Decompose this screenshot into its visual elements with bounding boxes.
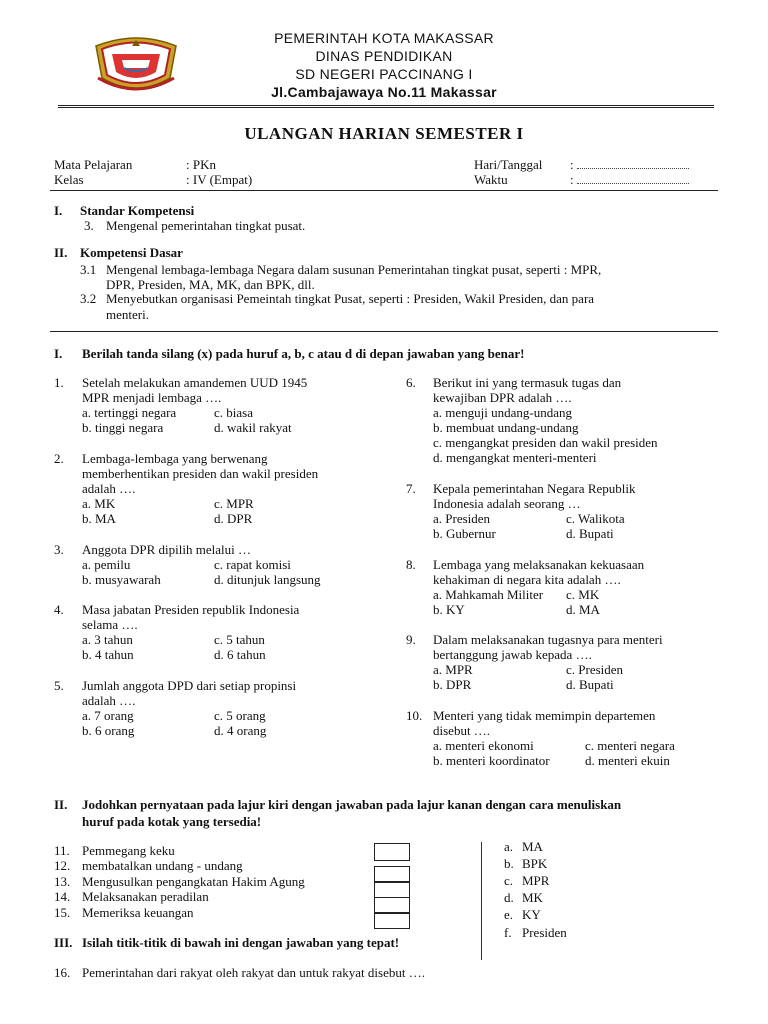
question-4-num: 4.: [54, 602, 64, 617]
question-3-option-d[interactable]: d. ditunjuk langsung: [214, 572, 321, 587]
question-2-text: Lembaga-lembaga yang berwenang: [82, 451, 268, 466]
question-1-text: MPR menjadi lembaga ….: [82, 390, 222, 405]
answer-option-letter: b.: [504, 856, 514, 871]
question-3-num: 3.: [54, 542, 64, 557]
letterhead-divider-1: [58, 105, 714, 106]
question-6-num: 6.: [406, 375, 416, 390]
section2-num: II.: [54, 797, 68, 812]
sk-num: I.: [54, 203, 63, 218]
matching-item-12-text: membatalkan undang - undang: [82, 858, 243, 873]
section1-num: I.: [54, 346, 63, 361]
question-7-text: Kepala pemerintahan Negara Republik: [433, 481, 636, 496]
answer-option-mk: MK: [522, 890, 543, 905]
answer-option-letter: e.: [504, 907, 514, 922]
question-7-option-a[interactable]: a. Presiden: [433, 511, 491, 526]
question-5-num: 5.: [54, 678, 64, 693]
kd-item-2-line-2: menteri.: [106, 307, 149, 322]
kd-item-1-line-1: Mengenal lembaga-lembaga Negara dalam susunan Pemerintahan tingkat pusat, seperti : MPR,: [106, 262, 602, 277]
question-2-text: memberhentikan presiden dan wakil presiden: [82, 466, 319, 481]
question-8-text: kehakiman di negara kita adalah ….: [433, 572, 621, 587]
answer-box-12[interactable]: [374, 866, 410, 882]
waktu-colon: :: [570, 172, 574, 187]
question-8-option-d[interactable]: d. MA: [566, 602, 600, 617]
question-9-text: bertanggung jawab kepada ….: [433, 647, 592, 662]
question-4-text: Masa jabatan Presiden republik Indonesia: [82, 602, 300, 617]
question-6-option-d[interactable]: d. mengangkat menteri-menteri: [433, 450, 597, 465]
question-5-option-d[interactable]: d. 4 orang: [214, 723, 267, 738]
answer-option-ma: MA: [522, 839, 543, 854]
question-7-option-b[interactable]: b. Gubernur: [433, 526, 496, 541]
section3-instruction: Isilah titik-titik di bawah ini dengan jawaban yang tepat!: [82, 935, 400, 950]
question-7-option-c[interactable]: c. Walikota: [566, 511, 625, 526]
question-1-text: Setelah melakukan amandemen UUD 1945: [82, 375, 308, 390]
question-6-option-a[interactable]: a. menguji undang-undang: [433, 405, 572, 420]
question-5-option-c[interactable]: c. 5 orang: [214, 708, 266, 723]
question-10-option-b[interactable]: b. menteri koordinator: [433, 753, 550, 768]
matching-item-15-text: Memeriksa keuangan: [82, 905, 194, 920]
section2-line-1: Jodohkan pernyataan pada lajur kiri dengan jawaban pada lajur kanan dengan cara menuliskan: [82, 797, 622, 812]
kelas-value: : IV (Empat): [186, 172, 253, 187]
question-8-num: 8.: [406, 557, 416, 572]
answer-box-14[interactable]: [374, 897, 410, 913]
answer-box-11[interactable]: [374, 843, 410, 861]
question-7-num: 7.: [406, 481, 416, 496]
hari-label: Hari/Tanggal: [474, 157, 543, 172]
waktu-label: Waktu: [474, 172, 508, 187]
question-1-option-c[interactable]: c. biasa: [214, 405, 253, 420]
q16-text: Pemerintahan dari rakyat oleh rakyat dan untuk rakyat disebut ….: [82, 965, 425, 980]
matching-item-13-num: 13.: [54, 874, 71, 889]
matching-divider: [481, 842, 482, 960]
question-10-option-c[interactable]: c. menteri negara: [585, 738, 675, 753]
header-line-3: SD NEGERI PACCINANG I: [295, 66, 473, 82]
sk-item-num: 3.: [84, 218, 94, 233]
question-2-num: 2.: [54, 451, 64, 466]
question-3-option-c[interactable]: c. rapat komisi: [214, 557, 291, 572]
question-9-num: 9.: [406, 632, 416, 647]
question-1-num: 1.: [54, 375, 64, 390]
matching-item-11-text: Pemmegang keku: [82, 843, 175, 858]
question-9-text: Dalam melaksanakan tugasnya para menteri: [433, 632, 663, 647]
answer-option-letter: d.: [504, 890, 514, 905]
question-10-option-a[interactable]: a. menteri ekonomi: [433, 738, 534, 753]
answer-option-presiden: Presiden: [522, 925, 567, 940]
question-10-num: 10.: [406, 708, 423, 723]
kd-num: II.: [54, 245, 68, 260]
question-4-option-c[interactable]: c. 5 tahun: [214, 632, 265, 647]
question-2-option-c[interactable]: c. MPR: [214, 496, 254, 511]
answer-option-mpr: MPR: [522, 873, 550, 888]
question-8-text: Lembaga yang melaksanakan kekuasaan: [433, 557, 645, 572]
question-8-option-a[interactable]: a. Mahkamah Militer: [433, 587, 544, 602]
section2-line-2: huruf pada kotak yang tersedia!: [82, 814, 262, 829]
question-6-option-b[interactable]: b. membuat undang-undang: [433, 420, 579, 435]
matching-item-11-num: 11.: [54, 843, 70, 858]
question-5-option-b[interactable]: b. 6 orang: [82, 723, 135, 738]
question-10-text: disebut ….: [433, 723, 491, 738]
question-1-option-b[interactable]: b. tinggi negara: [82, 420, 164, 435]
question-3-option-b[interactable]: b. musyawarah: [82, 572, 161, 587]
hari-field[interactable]: [570, 157, 689, 173]
matching-item-13-text: Mengusulkan pengangkatan Hakim Agung: [82, 874, 305, 889]
question-7-option-d[interactable]: d. Bupati: [566, 526, 614, 541]
question-4-option-d[interactable]: d. 6 tahun: [214, 647, 266, 662]
kd-item-1-num: 3.1: [80, 262, 97, 277]
info-divider: [50, 190, 718, 191]
hari-colon: :: [570, 157, 574, 172]
kelas-label: Kelas: [54, 172, 84, 187]
sk-heading: Standar Kompetensi: [80, 203, 195, 218]
question-2-text: adalah ….: [82, 481, 136, 496]
page-title: ULANGAN HARIAN SEMESTER I: [244, 124, 524, 143]
question-2-option-b[interactable]: b. MA: [82, 511, 116, 526]
letterhead-divider-2: [58, 107, 714, 108]
question-7-text: Indonesia adalah seorang …: [433, 496, 581, 511]
answer-option-letter: c.: [504, 873, 514, 888]
answer-box-15[interactable]: [374, 913, 410, 929]
answer-option-bpk: BPK: [522, 856, 548, 871]
question-4-option-a[interactable]: a. 3 tahun: [82, 632, 133, 647]
header-line-1: PEMERINTAH KOTA MAKASSAR: [274, 30, 494, 46]
question-10-option-d[interactable]: d. menteri ekuin: [585, 753, 670, 768]
kd-item-2-line-1: Menyebutkan organisasi Pemeintah tingkat Pusat, seperti : Presiden, Wakil Presiden, dan para: [106, 291, 595, 306]
kd-item-2-num: 3.2: [80, 291, 97, 306]
question-5-option-a[interactable]: a. 7 orang: [82, 708, 134, 723]
question-2-option-a[interactable]: a. MK: [82, 496, 116, 511]
matching-item-12-num: 12.: [54, 858, 71, 873]
question-9-option-c[interactable]: c. Presiden: [566, 662, 624, 677]
question-2-option-d[interactable]: d. DPR: [214, 511, 253, 526]
section-divider: [50, 331, 718, 332]
answer-option-ky: KY: [522, 907, 541, 922]
answer-box-13[interactable]: [374, 882, 410, 898]
question-3-option-a[interactable]: a. pemilu: [82, 557, 131, 572]
question-9-option-b[interactable]: b. DPR: [433, 677, 472, 692]
question-9-option-d[interactable]: d. Bupati: [566, 677, 614, 692]
answer-option-letter: a.: [504, 839, 514, 854]
kd-item-1-line-2: DPR, Presiden, MA, MK, dan BPK, dll.: [106, 277, 315, 292]
question-5-text: Jumlah anggota DPD dari setiap propinsi: [82, 678, 297, 693]
question-9-option-a[interactable]: a. MPR: [433, 662, 473, 677]
matching-item-15-num: 15.: [54, 905, 71, 920]
waktu-field[interactable]: [570, 172, 689, 188]
question-8-option-b[interactable]: b. KY: [433, 602, 465, 617]
matching-item-14-text: Melaksanakan peradilan: [82, 889, 209, 904]
section1-instruction: Berilah tanda silang (x) pada huruf a, b, c atau d di depan jawaban yang benar!: [82, 346, 525, 361]
question-5-text: adalah ….: [82, 693, 136, 708]
question-3-text: Anggota DPR dipilih melalui …: [82, 542, 251, 557]
question-4-text: selama ….: [82, 617, 138, 632]
question-1-option-a[interactable]: a. tertinggi negara: [82, 405, 177, 420]
header-line-2: DINAS PENDIDIKAN: [315, 48, 453, 64]
kd-heading: Kompetensi Dasar: [80, 245, 183, 260]
mapel-value: : PKn: [186, 157, 216, 172]
question-4-option-b[interactable]: b. 4 tahun: [82, 647, 134, 662]
question-10-text: Menteri yang tidak memimpin departemen: [433, 708, 656, 723]
section3-num: III.: [54, 935, 73, 950]
sk-item-text: Mengenal pemerintahan tingkat pusat.: [106, 218, 306, 233]
header-line-4: Jl.Cambajawaya No.11 Makassar: [271, 84, 497, 100]
question-6-text: kewajiban DPR adalah ….: [433, 390, 572, 405]
question-1-option-d[interactable]: d. wakil rakyat: [214, 420, 292, 435]
answer-option-letter: f.: [504, 925, 512, 940]
question-8-option-c[interactable]: c. MK: [566, 587, 600, 602]
q16-num: 16.: [54, 965, 71, 980]
question-6-option-c[interactable]: c. mengangkat presiden dan wakil presiden: [433, 435, 658, 450]
question-6-text: Berikut ini yang termasuk tugas dan: [433, 375, 622, 390]
matching-item-14-num: 14.: [54, 889, 71, 904]
mapel-label: Mata Pelajaran: [54, 157, 133, 172]
